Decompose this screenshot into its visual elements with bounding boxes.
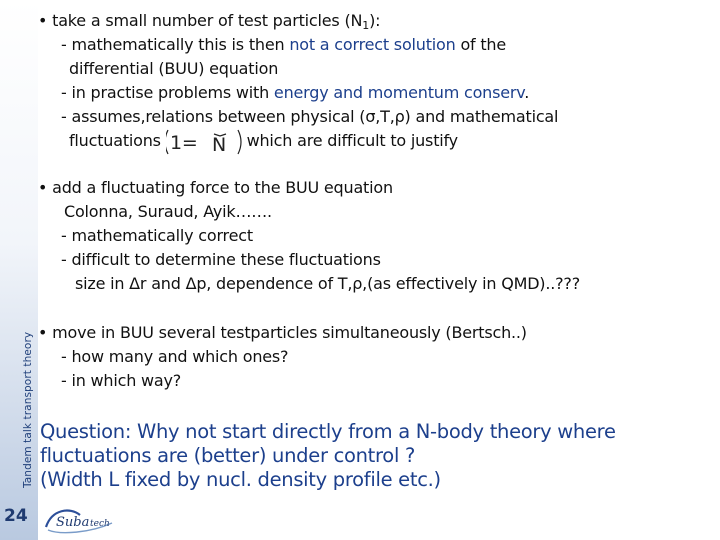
subatech-logo [40, 505, 120, 535]
bullet1-line2: - mathematically this is then not a correct solution of the [61, 35, 507, 54]
bullet1-line6: fluctuations 1= N which are difficult to justify [69, 131, 458, 156]
svg-text:Suba: Suba [56, 515, 90, 530]
question-block [40, 420, 720, 492]
page-number: 24 [4, 506, 28, 526]
bullet2-line3: - mathematically correct [61, 226, 253, 245]
svg-text:tech: tech [90, 519, 110, 529]
bullet1-line1: • take a small number of test particles $(N_1)$: [38, 11, 381, 32]
energy-momentum-highlight: energy and momentum conserv [273, 83, 525, 102]
bullet1-line3: differential (BUU) equation [69, 59, 279, 78]
bullet2-line1: • add a fluctuating force to the BUU equation [38, 178, 393, 197]
svg-text:1=: 1= [169, 132, 198, 154]
bullet3-line2: - how many and which ones? [61, 347, 289, 366]
question-line1: Question: Why not start directly from a N-body theory where [40, 420, 616, 443]
bullet2-line4: - difficult to determine these fluctuations [61, 250, 381, 269]
bullet3-line1: • move in BUU several testparticles simultaneously (Bertsch..) [38, 323, 527, 342]
bullet3-line3: - in which way? [61, 371, 182, 390]
question-line3: (Width L fixed by nucl. density profile etc.) [40, 468, 441, 491]
bullet2-line2: Colonna, Suraud, Ayik……. [64, 202, 272, 221]
bullet1-line5: - assumes,relations between physical (σ,T,ρ) and mathematical [61, 107, 559, 126]
not-correct-highlight: not a correct solution [289, 35, 456, 54]
bullet2-line5: size in Δr and Δp, dependence of T,ρ,(as effectively in QMD)..??? [75, 274, 581, 293]
bullet1-line4: - in practise problems with energy and momentum conserv. [61, 83, 530, 102]
sidebar-label: Tandem talk transport theory [22, 331, 34, 488]
svg-text:N: N [211, 134, 226, 156]
fluctuation-formula [166, 130, 242, 156]
question-line2: fluctuations are (better) under control ? [40, 444, 416, 467]
